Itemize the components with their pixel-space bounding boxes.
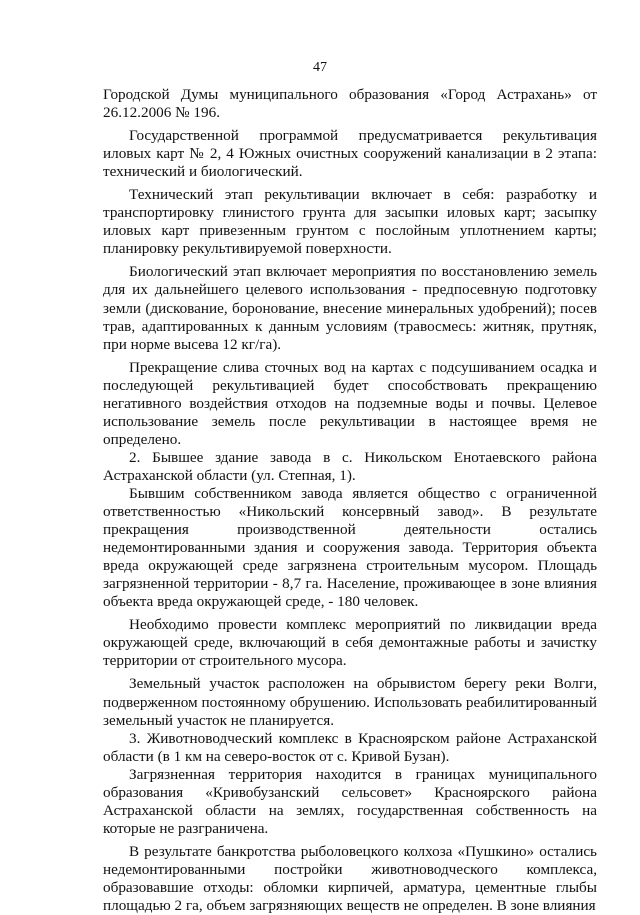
paragraph: Бывшим собственником завода является общество с ограниченной ответственностью «Никольский консервный завод». В результате прекращения производственной деятельности остались недемонтированными здания и сооружения завода. Территория объекта вреда окружающей среде загрязнена строительным мусором. Площадь загрязненной территории - 8,7 га. Население, проживающее в зоне влияния объекта вреда окружающей среде, - 180 человек. [103,484,597,611]
paragraph: В результате банкротства рыболовецкого колхоза «Пушкино» остались недемонтированными постройки животноводческого комплекса, образовавшие отходы: обломки кирпичей, арматура, цементные глыбы площадью 2 га, объем загрязняющих веществ не определен. В зоне влияния [103,842,597,915]
page-number: 47 [313,60,327,75]
document-body [103,86,597,915]
section-heading: 3. Животноводческий комплекс в Красноярском районе Астраханской области (в 1 км на северо-восток от с. Кривой Бузан). [103,729,597,765]
paragraph: Технический этап рекультивации включает в себя: разработку и транспортировку глинистого грунта для засыпки иловых карт; засыпку иловых карт привезенным грунтом с послойным уплотнением карты; планировку рекультивируемой поверхности. [103,186,597,258]
paragraph: Загрязненная территория находится в границах муниципального образования «Кривобузанский сельсовет» Красноярского района Астраханской области на землях, государственная собственность на которые не разграничена. [103,765,597,837]
paragraph: Земельный участок расположен на обрывистом берегу реки Волги, подверженном постоянному обрушению. Использовать реабилитированный земельный участок не планируется. [103,675,597,729]
paragraph-continuation: Городской Думы муниципального образования «Город Астрахань» от 26.12.2006 № 196. [103,86,597,122]
section-heading: 2. Бывшее здание завода в с. Никольском Енотаевского района Астраханской области (ул. Степная, 1). [103,448,597,484]
paragraph: Государственной программой предусматривается рекультивация иловых карт № 2, 4 Южных очистных сооружений канализации в 2 этапа: технический и биологический. [103,127,597,181]
paragraph: Биологический этап включает мероприятия по восстановлению земель для их дальнейшего целевого использования - предпосевную подготовку земли (дискование, боронование, внесение минеральных удобрений); посев трав, адаптированных к данным условиям (травосмесь: житняк, прутняк, при норме высева 12 кг/га). [103,263,597,353]
paragraph: Прекращение слива сточных вод на картах с подсушиванием осадка и последующей рекультивацией будет способствовать прекращению негативного воздействия отходов на подземные воды и почвы. Целевое использование земель после рекультивации в настоящее время не определено. [103,358,597,448]
paragraph: Необходимо провести комплекс мероприятий по ликвидации вреда окружающей среде, включающий в себя демонтажные работы и зачистку территории от строительного мусора. [103,616,597,670]
